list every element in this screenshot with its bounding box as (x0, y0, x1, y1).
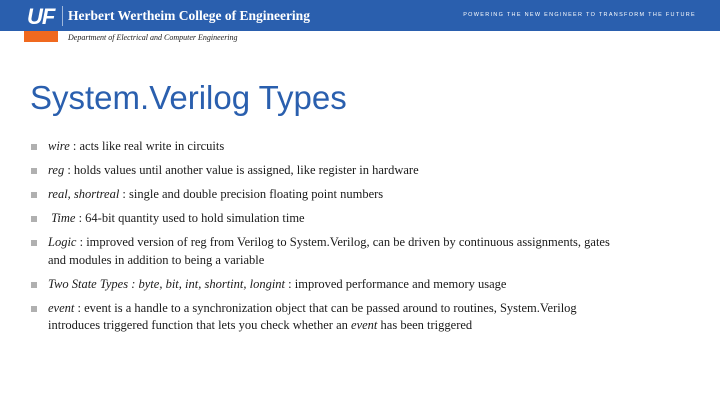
bullet-term: reg (48, 163, 65, 177)
bullet-item-logic (31, 234, 611, 269)
bullet-list (31, 138, 611, 341)
bullet-text: : 64-bit quantity used to hold simulation time (78, 211, 305, 225)
header-bar (0, 0, 720, 31)
square-bullet-icon (31, 240, 37, 246)
bullet-term: Two State Types : byte, bit, int, shortint, longint (48, 276, 286, 291)
square-bullet-icon (31, 216, 37, 222)
bullet-text: : single and double precision floating point numbers (122, 187, 384, 201)
square-bullet-icon (31, 192, 37, 198)
bullet-item-reg (31, 162, 611, 180)
bullet-item-time (31, 210, 611, 228)
square-bullet-icon (31, 168, 37, 174)
bullet-text: : holds values until another value is assigned, like register in hardware (67, 163, 419, 177)
bullet-item-real (31, 186, 611, 204)
bullet-item-event (31, 300, 611, 335)
uf-logo: UF (27, 4, 55, 29)
square-bullet-icon (31, 306, 37, 312)
department-name: Department of Electrical and Computer Engineering (68, 33, 238, 42)
bullet-term: wire (48, 139, 70, 153)
bullet-term: Logic (48, 235, 77, 249)
logo-orange-bar (24, 31, 58, 42)
slide-title: System.Verilog Types (30, 79, 347, 116)
bullet-term: real, shortreal (48, 187, 120, 201)
bullet-item-two-state-types (31, 276, 611, 294)
college-name: Herbert Wertheim College of Engineering (68, 8, 310, 23)
header-divider (62, 6, 63, 26)
square-bullet-icon (31, 144, 37, 150)
bullet-term: event (48, 300, 75, 315)
header-tagline: POWERING THE NEW ENGINEER TO TRANSFORM THE FUTURE (463, 12, 696, 18)
bullet-text: : acts like real write in circuits (72, 139, 225, 153)
bullet-term-inline: event (351, 318, 378, 332)
bullet-term: Time (48, 211, 76, 225)
bullet-text: : improved performance and memory usage (288, 276, 507, 291)
bullet-text-tail: has been triggered (377, 318, 473, 332)
bullet-text: : event is a handle to a synchronization object that can be passed around to routines, System.Verilog introduces triggered function that lets you check whether an (48, 300, 577, 332)
bullet-item-wire (31, 138, 611, 156)
bullet-text: : improved version of reg from Verilog to System.Verilog, can be driven by continuous assignments, gates and modules in addition to being a variable (48, 235, 610, 267)
square-bullet-icon (31, 282, 37, 288)
